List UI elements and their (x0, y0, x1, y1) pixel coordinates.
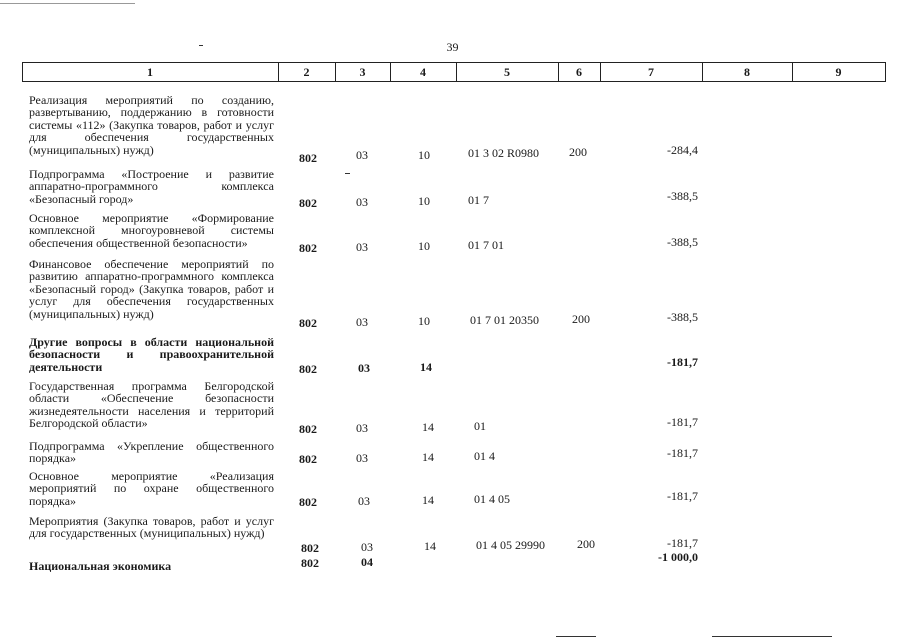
row-col-2: 802 (301, 556, 319, 570)
row-col-4: 10 (418, 148, 430, 162)
row-col-4: 14 (422, 420, 434, 434)
row-col-2: 802 (299, 495, 317, 509)
header-col-2: 2 (303, 65, 310, 79)
row-col-5: 01 4 (474, 449, 495, 463)
row-col-7: -388,5 (667, 189, 698, 203)
row-col-3: 03 (356, 421, 368, 435)
row-col-7: -181,7 (667, 446, 698, 460)
row-col-7: -181,7 (667, 415, 698, 429)
row-col-4: 14 (422, 450, 434, 464)
row-description: Подпрограмма «Построение и развитие аппаратно-программного комплекса «Безопасный город» (29, 167, 274, 206)
row-col-3: 03 (356, 195, 368, 209)
header-col-1: 1 (147, 65, 153, 79)
row-col-7: -284,4 (667, 143, 698, 157)
row-description: Национальная экономика (29, 559, 172, 573)
row-description: Основное мероприятие «Формирование комплексной многоуровневой системы обеспечения общественной безопасности» (29, 211, 274, 250)
row-col-3: 03 (356, 148, 368, 162)
row-col-2: 802 (299, 362, 317, 376)
row-col-2: 802 (299, 422, 317, 436)
row-col-4: 14 (422, 493, 434, 507)
row-col-3: 03 (356, 240, 368, 254)
row-col-5: 01 7 (468, 193, 489, 207)
row-description: Государственная программа Белгородской области «Обеспечение безопасности жизнедеятельности населения и территорий Белгородской области» (29, 379, 274, 431)
row-col-4: 14 (424, 539, 436, 553)
header-bottom-border (22, 81, 886, 82)
header-col-9: 9 (835, 65, 842, 79)
row-col-3: 03 (358, 361, 370, 375)
row-col-4: 10 (418, 239, 430, 253)
header-top-border (22, 62, 886, 63)
row-col-6: 200 (572, 312, 590, 326)
row-col-7: -181,7 (667, 355, 698, 369)
header-col-4: 4 (420, 65, 426, 79)
row-col-5: 01 7 01 20350 (470, 313, 539, 327)
row-col-5: 01 4 05 (474, 492, 510, 506)
header-col-8: 8 (744, 65, 750, 79)
header-divider (885, 62, 886, 82)
row-col-4: 14 (420, 360, 432, 374)
header-col-7: 7 (648, 65, 654, 79)
header-col-6: 6 (576, 65, 582, 79)
row-col-3: 03 (358, 494, 370, 508)
row-col-2: 802 (299, 196, 317, 210)
scan-artifact (556, 636, 596, 637)
row-col-5: 01 7 01 (468, 238, 504, 252)
row-col-2: 802 (299, 452, 317, 466)
row-col-3: 03 (356, 451, 368, 465)
row-col-4: 10 (418, 194, 430, 208)
row-col-5: 01 (474, 419, 486, 433)
scan-artifact (0, 3, 135, 4)
row-col-7: -1 000,0 (658, 550, 698, 564)
row-col-3: 03 (356, 315, 368, 329)
scan-artifact (712, 636, 832, 637)
row-col-7: -181,7 (667, 489, 698, 503)
row-col-2: 802 (299, 151, 317, 165)
scan-artifact (199, 45, 203, 46)
row-col-3: 04 (361, 555, 373, 569)
row-description: Финансовое обеспечение мероприятий по развитию аппаратно-программного комплекса «Безопасный город» (Закупка товаров, работ и услуг для обеспечения государственных (муниципальных) нужд) (29, 257, 274, 321)
row-col-5: 01 4 05 29990 (476, 538, 545, 552)
header-col-3: 3 (359, 65, 366, 79)
header-col-5: 5 (504, 65, 510, 79)
row-description: Реализация мероприятий по созданию, развертыванию, поддержанию в готовности системы «112» (Закупка товаров, работ и услуг для обеспечения государственных (муниципальных) нужд) (29, 93, 274, 157)
row-col-2: 802 (301, 541, 319, 555)
row-description: Подпрограмма «Укрепление общественного порядка» (29, 439, 274, 466)
row-col-5: 01 3 02 R0980 (468, 146, 540, 160)
row-col-3: 03 (361, 540, 373, 554)
row-col-6: 200 (577, 537, 595, 551)
row-col-2: 802 (299, 316, 317, 330)
row-col-7: -388,5 (667, 310, 698, 324)
row-description: Основное мероприятие «Реализация мероприятий по охране общественного порядка» (29, 469, 274, 508)
row-col-2: 802 (299, 241, 317, 255)
row-description: Другие вопросы в области национальной безопасности и правоохранительной деятельности (29, 335, 274, 374)
row-col-4: 10 (418, 314, 430, 328)
row-description: Мероприятия (Закупка товаров, работ и услуг для государственных (муниципальных) нужд) (29, 514, 274, 541)
row-col-6: 200 (569, 145, 587, 159)
scan-artifact (345, 173, 350, 174)
page-number: 39 (446, 40, 459, 54)
row-col-7: -181,7 (667, 536, 698, 550)
row-col-7: -388,5 (667, 235, 698, 249)
